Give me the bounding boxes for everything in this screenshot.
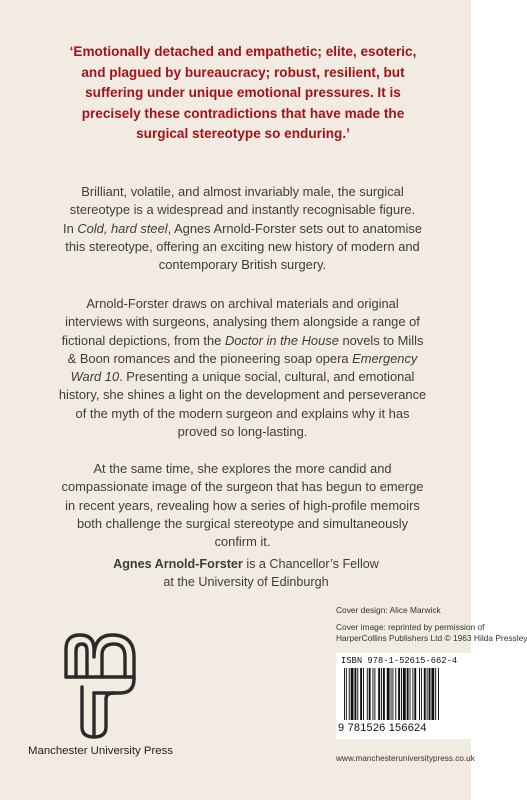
cover-image-credit	[336, 622, 527, 644]
barcode-bar	[412, 668, 413, 720]
barcode-bar	[410, 668, 411, 720]
barcode-bar	[391, 668, 392, 720]
cover-image-credit-line: Cover image: reprinted by permission of	[336, 622, 485, 632]
barcode-bar	[403, 668, 406, 720]
barcode-bar	[427, 668, 428, 720]
blurb-text: of the myth of the modern surgeon and explains why it has	[75, 405, 410, 421]
cover-image-credit-line: HarperCollins Publishers Ltd © 1963 Hilda Pressley	[336, 633, 527, 643]
pull-quote	[42, 42, 444, 145]
blurb-text: Arnold-Forster draws on archival materials and original	[86, 296, 399, 311]
author-bio	[86, 555, 406, 591]
quote-line: ‘Emotionally detached and empathetic; elite, esoteric,	[69, 44, 417, 59]
barcode-bar	[363, 668, 364, 720]
barcode-bar	[351, 668, 354, 720]
blurb-paragraph-3	[40, 460, 445, 551]
mup-logo-icon	[56, 627, 144, 743]
quote-line: surgical stereotype so enduring.’	[136, 126, 350, 141]
blurb-text: At the same time, she explores the more candid and	[93, 461, 392, 476]
quote-line: and plagued by bureaucracy; robust, resilient, but	[81, 64, 405, 80]
barcode-bar	[383, 668, 385, 720]
blurb-text: novels to Mills	[338, 332, 424, 348]
blurb-paragraph-2	[40, 295, 445, 441]
blurb-text: fictional depictions, from the	[61, 332, 225, 348]
author-bio-text: at the University of Edinburgh	[163, 575, 329, 589]
blurb-text: proved so long-lasting.	[177, 424, 308, 440]
barcode-bar	[431, 668, 434, 720]
barcode-bar	[374, 668, 375, 720]
blurb-text: in recent years, revealing how a series of high-profile memoirs	[65, 497, 420, 513]
barcode-bar	[360, 668, 362, 720]
barcode-bar	[387, 668, 390, 720]
barcode-bar	[392, 668, 393, 720]
barcode-bar	[354, 668, 356, 720]
barcode-bar	[438, 668, 439, 720]
blurb-text: this stereotype, offering an exciting new history of modern and	[65, 238, 420, 254]
blurb-text: . Presenting a unique social, cultural, and emotional	[119, 369, 415, 385]
barcode-bar	[373, 668, 374, 720]
italic-title: Ward 10	[70, 369, 120, 385]
blurb-text: , Agnes Arnold-Forster sets out to anatomise	[167, 220, 422, 236]
blurb-text: & Boon romances and the pioneering soap opera	[67, 350, 353, 366]
barcode-bar	[395, 668, 396, 720]
blurb-text: both challenge the surgical stereotype and simultaneously	[76, 515, 409, 531]
italic-title: Cold, hard steel	[77, 220, 168, 236]
cover-design-credit: Cover design: Alice Marwick	[336, 605, 441, 615]
blurb-text: Brilliant, volatile, and almost invariably male, the surgical	[81, 184, 404, 199]
barcode-bar	[401, 668, 402, 720]
blurb-text: compassionate image of the surgeon that has begun to emerge	[61, 479, 424, 495]
blurb-text: interviews with surgeons, analysing them alongside a range of	[65, 314, 420, 330]
barcode-bar	[378, 668, 380, 720]
isbn-text: ISBN 978-1-52615-662-4	[341, 656, 458, 666]
barcode-bar	[424, 668, 426, 720]
quote-line: precisely these contradictions that have made the	[81, 105, 405, 121]
barcode-bar	[407, 668, 409, 720]
author-name: Agnes Arnold-Forster	[113, 557, 243, 571]
barcode-bar	[419, 668, 420, 720]
barcode-bar	[369, 668, 371, 720]
barcode-panel	[336, 653, 476, 739]
blurb-text: confirm it.	[214, 534, 271, 550]
barcode-bar	[349, 668, 350, 720]
blurb-text: In	[62, 220, 78, 236]
barcode-bar	[421, 668, 422, 720]
barcode-bar	[398, 668, 400, 720]
barcode-bar	[357, 668, 358, 720]
blurb-paragraph-1	[40, 183, 445, 274]
barcode-bar	[346, 668, 347, 720]
barcode-icon	[338, 668, 472, 722]
barcode-digits: 9 781526 156624	[338, 722, 427, 734]
quote-line: suffering under unique emotional pressures. It is	[85, 85, 401, 100]
publisher-website: www.manchesteruniversitypress.co.uk	[336, 754, 475, 763]
publisher-name: Manchester University Press	[28, 745, 173, 757]
blurb-text: history, she shines a light on the development and perseverance	[58, 387, 427, 403]
barcode-bar	[435, 668, 436, 720]
blurb-text: stereotype is a widespread and instantly recognisable figure.	[69, 202, 416, 218]
blurb-text: contemporary British surgery.	[158, 257, 327, 273]
author-bio-text: is a Chancellor’s Fellow	[242, 557, 379, 571]
italic-title: Emergency	[352, 350, 418, 366]
barcode-bar	[344, 668, 345, 720]
barcode-bar	[367, 668, 368, 720]
italic-title: Doctor in the House	[224, 332, 339, 348]
barcode-bar	[414, 668, 416, 720]
barcode-bar	[429, 668, 431, 720]
barcode-bar	[381, 668, 382, 720]
